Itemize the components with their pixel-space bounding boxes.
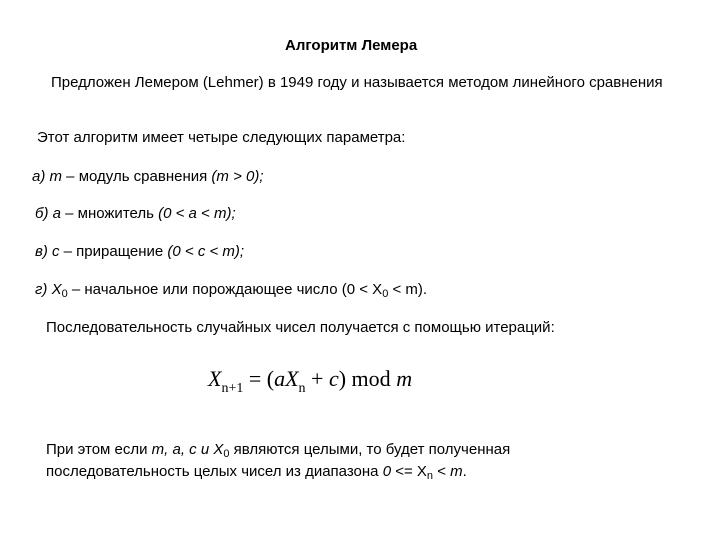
param-a bbox=[32, 168, 264, 185]
param-b-cond: (0 < а < m); bbox=[158, 205, 236, 222]
param-x0-cond-var: Х bbox=[372, 281, 383, 298]
note2-lt: < bbox=[433, 463, 451, 480]
note1-and: и bbox=[196, 441, 214, 458]
note-line-2 bbox=[46, 463, 467, 480]
param-x0-cond-tail: < m). bbox=[388, 281, 428, 298]
lehmer-formula bbox=[208, 366, 413, 396]
slide-title: Алгоритм Лемера bbox=[285, 37, 418, 54]
note1-prefix: При этом если bbox=[46, 441, 152, 458]
note1-x: Х bbox=[213, 441, 224, 458]
formula-eq: = ( bbox=[243, 366, 275, 391]
param-b-label: б) bbox=[35, 205, 49, 222]
intro-paragraph: Предложен Лемером (Lehmer) в 1949 году и называется методом линейного сравнения bbox=[51, 74, 663, 91]
note1-vars: m, а, с bbox=[151, 441, 197, 458]
param-x0-label: г) bbox=[35, 281, 48, 298]
note2-m: m bbox=[450, 463, 463, 480]
formula-c: c bbox=[328, 366, 339, 391]
param-b-var: а bbox=[52, 205, 61, 222]
note2-x: Х bbox=[416, 463, 427, 480]
param-x0 bbox=[35, 281, 427, 298]
formula-m: m bbox=[396, 366, 413, 391]
param-x0-var: Х bbox=[51, 281, 62, 298]
param-c-desc: – приращение bbox=[59, 243, 168, 260]
param-a-label: а) bbox=[32, 168, 46, 185]
param-b bbox=[35, 205, 236, 222]
param-c-var: с bbox=[52, 243, 60, 260]
param-x0-sub: 0 bbox=[61, 288, 68, 300]
note2-x-sub: n bbox=[426, 470, 434, 482]
param-x0-desc: – начальное или порождающее число (0 < bbox=[67, 281, 373, 298]
note2-end: . bbox=[462, 463, 467, 480]
note2-zero: 0 bbox=[382, 463, 392, 480]
param-c-cond: (0 < с < m); bbox=[167, 243, 245, 260]
note1-suffix: являются целыми, то будет полученная bbox=[229, 441, 511, 458]
param-a-var: m bbox=[49, 168, 63, 185]
param-a-desc: – модуль сравнения bbox=[62, 168, 212, 185]
sequence-text: Последовательность случайных чисел получается с помощью итераций: bbox=[46, 319, 555, 336]
formula-plus: + bbox=[305, 366, 329, 391]
param-b-desc: – множитель bbox=[60, 205, 159, 222]
formula-lhs: X bbox=[208, 366, 222, 391]
note1-x-sub: 0 bbox=[223, 448, 230, 460]
note-line-1 bbox=[46, 441, 510, 458]
note2-le: <= bbox=[391, 463, 417, 480]
param-c bbox=[35, 243, 244, 260]
formula-a-sub: n bbox=[298, 381, 306, 396]
formula-lhs-sub: n+1 bbox=[221, 381, 244, 396]
param-a-cond: (m > 0); bbox=[211, 168, 264, 185]
param-c-label: в) bbox=[35, 243, 48, 260]
params-intro: Этот алгоритм имеет четыре следующих параметра: bbox=[37, 129, 406, 146]
formula-a: aX bbox=[274, 366, 299, 391]
note2-prefix: последовательность целых чисел из диапазона bbox=[46, 463, 383, 480]
param-x0-cond-sub: 0 bbox=[382, 288, 389, 300]
formula-close: ) mod bbox=[338, 366, 397, 391]
